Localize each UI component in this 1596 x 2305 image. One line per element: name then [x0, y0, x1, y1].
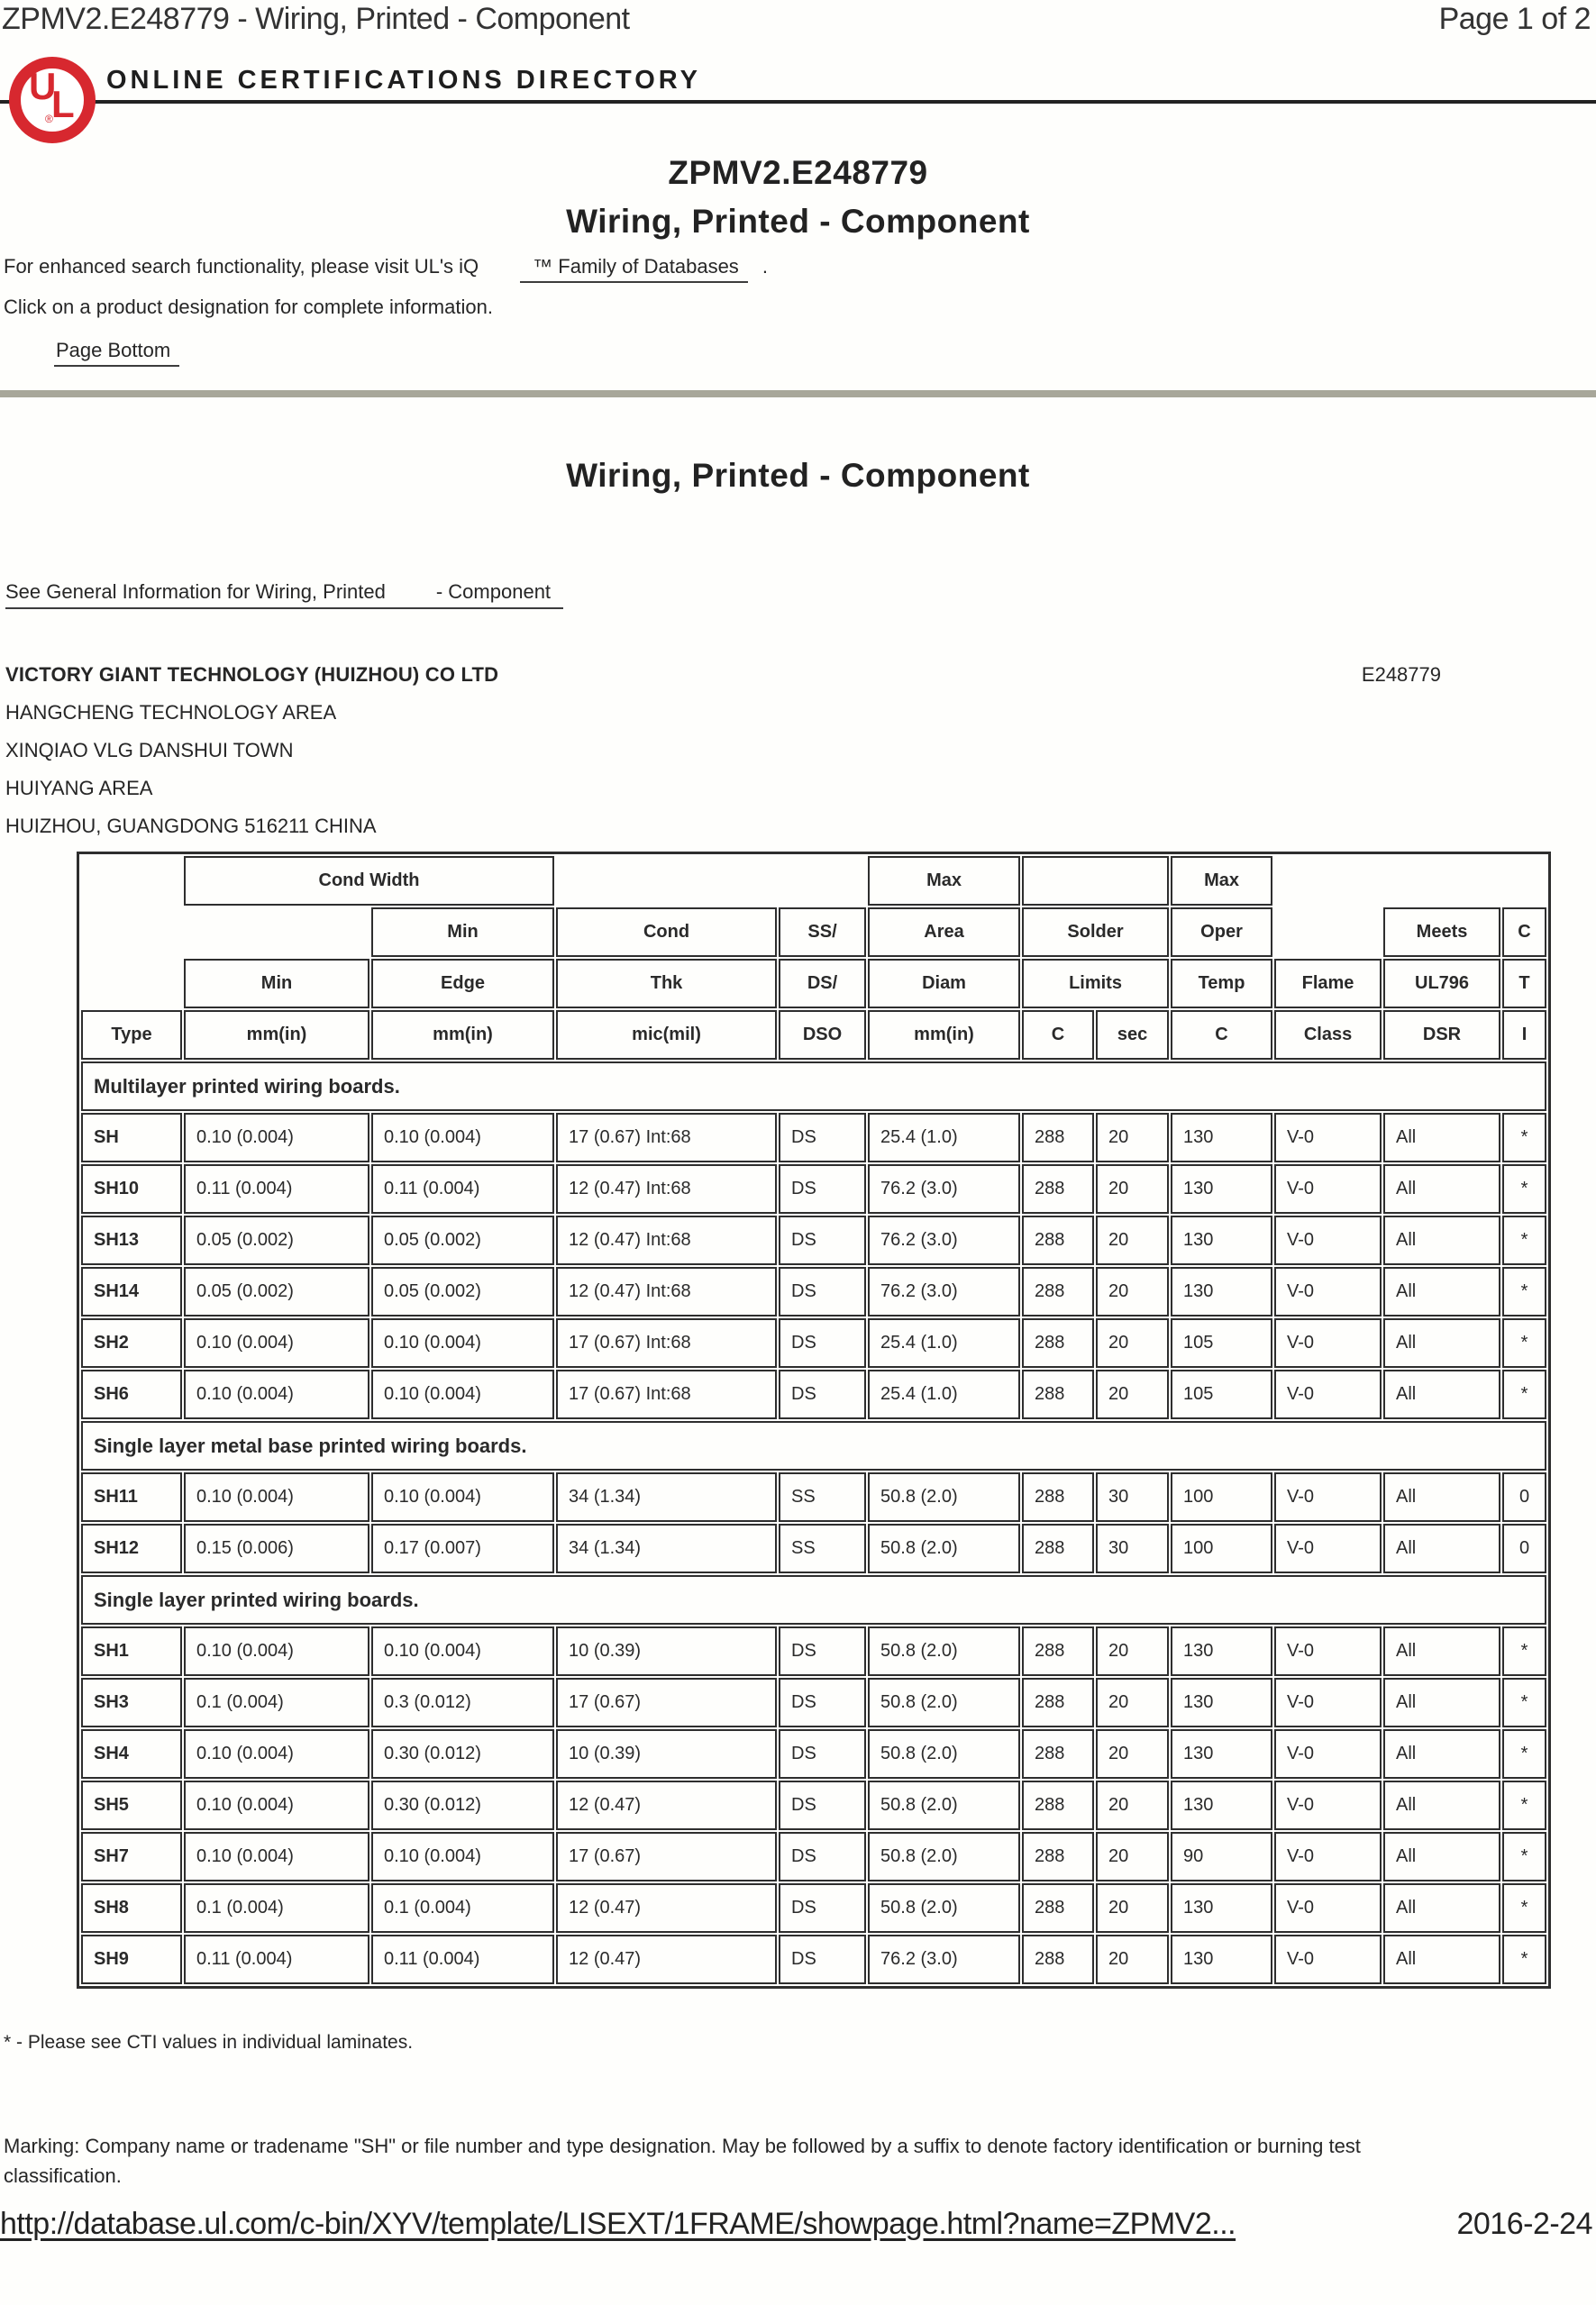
- table-cell: V-0: [1274, 1164, 1382, 1214]
- table-cell: 76.2 (3.0): [868, 1935, 1020, 1984]
- product-designation-link[interactable]: SH1: [81, 1626, 182, 1676]
- print-header: [0, 0, 1596, 37]
- table-cell: 288: [1022, 1524, 1094, 1573]
- table-cell: 0.1 (0.004): [184, 1883, 369, 1933]
- family-of-databases-link[interactable]: ™ Family of Databases: [520, 255, 748, 283]
- table-cell: 50.8 (2.0): [868, 1472, 1020, 1522]
- table-cell: All: [1383, 1935, 1500, 1984]
- table-cell: DS: [779, 1267, 866, 1316]
- table-cell: V-0: [1274, 1832, 1382, 1881]
- table-cell: 0.05 (0.002): [184, 1216, 369, 1265]
- column-header: C: [1502, 907, 1546, 957]
- table-cell: 17 (0.67) Int:68: [556, 1113, 777, 1162]
- table-cell: All: [1383, 1164, 1500, 1214]
- table-cell: DS: [779, 1781, 866, 1830]
- column-header: Temp: [1171, 959, 1272, 1008]
- column-header: T: [1502, 959, 1546, 1008]
- table-cell: 0: [1502, 1472, 1546, 1522]
- table-cell: DS: [779, 1935, 866, 1984]
- print-header-title: ZPMV2.E248779 - Wiring, Printed - Component: [2, 2, 630, 36]
- table-cell: DS: [779, 1678, 866, 1727]
- table-section-row: [81, 1061, 1546, 1111]
- column-header: C: [1022, 1010, 1094, 1060]
- table-cell: 12 (0.47): [556, 1781, 777, 1830]
- table-cell: 288: [1022, 1267, 1094, 1316]
- column-header: I: [1502, 1010, 1546, 1060]
- table-cell: 288: [1022, 1832, 1094, 1881]
- section-label: Single layer metal base printed wiring boards.: [81, 1421, 1546, 1471]
- table-cell: *: [1502, 1678, 1546, 1727]
- table-cell: 17 (0.67) Int:68: [556, 1370, 777, 1419]
- table-row: [81, 1267, 1546, 1316]
- table-cell: V-0: [1274, 1113, 1382, 1162]
- table-cell: 288: [1022, 1678, 1094, 1727]
- table-cell: V-0: [1274, 1729, 1382, 1779]
- table-cell: 17 (0.67): [556, 1832, 777, 1881]
- column-header: Limits: [1022, 959, 1169, 1008]
- address-line: XINQIAO VLG DANSHUI TOWN: [5, 739, 294, 761]
- page-bottom-link[interactable]: Page Bottom: [54, 339, 179, 367]
- table-cell: 10 (0.39): [556, 1626, 777, 1676]
- table-cell: V-0: [1274, 1472, 1382, 1522]
- ul-logo-icon: [9, 57, 96, 143]
- column-header: sec: [1096, 1010, 1169, 1060]
- table-cell: 20: [1096, 1781, 1169, 1830]
- table-cell: 130: [1171, 1781, 1272, 1830]
- product-designation-link[interactable]: SH8: [81, 1883, 182, 1933]
- table-cell: *: [1502, 1626, 1546, 1676]
- general-information-link[interactable]: [5, 580, 563, 609]
- general-info-row: [5, 580, 1596, 609]
- table-cell: 100: [1171, 1524, 1272, 1573]
- column-header: DS/: [779, 959, 866, 1008]
- table-row: [81, 1935, 1546, 1984]
- section-divider: [0, 390, 1596, 397]
- table-cell: All: [1383, 1883, 1500, 1933]
- table-cell: 0.30 (0.012): [371, 1781, 554, 1830]
- column-header: mm(in): [184, 1010, 369, 1060]
- table-cell: 20: [1096, 1164, 1169, 1214]
- table-cell: 288: [1022, 1370, 1094, 1419]
- table-cell: *: [1502, 1216, 1546, 1265]
- table-cell: 76.2 (3.0): [868, 1267, 1020, 1316]
- address-line: HUIYANG AREA: [5, 777, 153, 799]
- table-cell: 20: [1096, 1318, 1169, 1368]
- table-cell: 0.10 (0.004): [184, 1318, 369, 1368]
- table-cell: 20: [1096, 1216, 1169, 1265]
- table-cell: 50.8 (2.0): [868, 1781, 1020, 1830]
- table-cell: 0.10 (0.004): [371, 1318, 554, 1368]
- table-row: [81, 1781, 1546, 1830]
- table-cell: 0.11 (0.004): [184, 1935, 369, 1984]
- table-row: [81, 1524, 1546, 1573]
- address-line: HANGCHENG TECHNOLOGY AREA: [5, 701, 337, 724]
- table-cell: 0.10 (0.004): [184, 1832, 369, 1881]
- table-cell: 0.1 (0.004): [184, 1678, 369, 1727]
- table-cell: 130: [1171, 1626, 1272, 1676]
- table-cell: All: [1383, 1781, 1500, 1830]
- table-header-row: [81, 907, 1546, 957]
- table-cell: V-0: [1274, 1626, 1382, 1676]
- table-cell: 0.10 (0.004): [371, 1113, 554, 1162]
- table-cell: 50.8 (2.0): [868, 1883, 1020, 1933]
- table-cell: 30: [1096, 1524, 1169, 1573]
- table-cell: V-0: [1274, 1318, 1382, 1368]
- table-cell: V-0: [1274, 1267, 1382, 1316]
- table-cell: All: [1383, 1524, 1500, 1573]
- column-header: Solder: [1022, 907, 1169, 957]
- column-header-spacer: [1274, 907, 1382, 957]
- table-cell: DS: [779, 1626, 866, 1676]
- table-cell: 12 (0.47): [556, 1935, 777, 1984]
- table-row: [81, 1678, 1546, 1727]
- column-header: C: [1171, 1010, 1272, 1060]
- column-header: Min: [371, 907, 554, 957]
- product-designation-link[interactable]: SH: [81, 1113, 182, 1162]
- intro-period: .: [762, 255, 768, 278]
- column-header-spacer: [81, 907, 369, 957]
- section-label: Multilayer printed wiring boards.: [81, 1061, 1546, 1111]
- column-header: Diam: [868, 959, 1020, 1008]
- file-number: E248779: [1361, 663, 1441, 686]
- table-cell: 50.8 (2.0): [868, 1626, 1020, 1676]
- table-cell: 0.17 (0.007): [371, 1524, 554, 1573]
- column-header: Max: [1171, 856, 1272, 906]
- table-cell: DS: [779, 1729, 866, 1779]
- table-cell: SS: [779, 1524, 866, 1573]
- table-cell: 34 (1.34): [556, 1472, 777, 1522]
- table-cell: 0.30 (0.012): [371, 1729, 554, 1779]
- page-bottom-row: [54, 339, 1596, 367]
- column-header: Cond: [556, 907, 777, 957]
- general-information-link-text: See General Information for Wiring, Printed: [5, 580, 386, 603]
- column-header: mm(in): [868, 1010, 1020, 1060]
- column-header: DSO: [779, 1010, 866, 1060]
- table-cell: *: [1502, 1164, 1546, 1214]
- table-cell: 25.4 (1.0): [868, 1113, 1020, 1162]
- table-cell: DS: [779, 1370, 866, 1419]
- table-cell: 50.8 (2.0): [868, 1678, 1020, 1727]
- table-row: [81, 1626, 1546, 1676]
- table-header-row: [81, 959, 1546, 1008]
- table-cell: SS: [779, 1472, 866, 1522]
- table-cell: All: [1383, 1626, 1500, 1676]
- product-designation-link[interactable]: SH2: [81, 1318, 182, 1368]
- table-cell: *: [1502, 1267, 1546, 1316]
- table-cell: All: [1383, 1472, 1500, 1522]
- table-cell: 288: [1022, 1626, 1094, 1676]
- table-cell: 0.10 (0.004): [184, 1626, 369, 1676]
- table-cell: 12 (0.47): [556, 1883, 777, 1933]
- table-cell: 0.10 (0.004): [371, 1472, 554, 1522]
- category-heading: Wiring, Printed - Component: [566, 203, 1030, 240]
- table-cell: DS: [779, 1113, 866, 1162]
- table-cell: 0.05 (0.002): [371, 1216, 554, 1265]
- table-cell: 50.8 (2.0): [868, 1524, 1020, 1573]
- table-cell: 105: [1171, 1318, 1272, 1368]
- column-header: Meets: [1383, 907, 1500, 957]
- table-row: [81, 1216, 1546, 1265]
- column-header: Min: [184, 959, 369, 1008]
- directory-title: ONLINE CERTIFICATIONS DIRECTORY: [106, 66, 701, 95]
- ul-logo-letter-u: U: [29, 65, 57, 107]
- table-cell: All: [1383, 1113, 1500, 1162]
- table-row: [81, 1729, 1546, 1779]
- table-cell: 76.2 (3.0): [868, 1164, 1020, 1214]
- table-cell: 10 (0.39): [556, 1729, 777, 1779]
- table-header-row: [81, 1010, 1546, 1060]
- column-header: Thk: [556, 959, 777, 1008]
- table-cell: 90: [1171, 1832, 1272, 1881]
- column-header: UL796: [1383, 959, 1500, 1008]
- marking-note: Marking: Company name or tradename "SH" or file number and type designation. May be followed by a suffix to denote factory identification or burning test classification.: [4, 2135, 1361, 2187]
- table-cell: 20: [1096, 1883, 1169, 1933]
- company-name: VICTORY GIANT TECHNOLOGY (HUIZHOU) CO LTD: [5, 663, 499, 686]
- table-cell: V-0: [1274, 1678, 1382, 1727]
- table-cell: 50.8 (2.0): [868, 1729, 1020, 1779]
- table-cell: 130: [1171, 1267, 1272, 1316]
- click-instruction: Click on a product designation for complete information.: [4, 296, 493, 318]
- table-cell: 130: [1171, 1216, 1272, 1265]
- general-information-link-suffix: - Component: [435, 580, 552, 603]
- table-cell: 17 (0.67) Int:68: [556, 1318, 777, 1368]
- footer-url: http://database.ul.com/c-bin/XYV/template/LISEXT/1FRAME/showpage.html?name=ZPMV2...: [0, 2207, 1236, 2241]
- table-cell: 0.10 (0.004): [371, 1370, 554, 1419]
- product-designation-link[interactable]: SH3: [81, 1678, 182, 1727]
- table-cell: 34 (1.34): [556, 1524, 777, 1573]
- table-cell: 20: [1096, 1626, 1169, 1676]
- table-cell: 100: [1171, 1472, 1272, 1522]
- registered-trademark-icon: ®: [45, 113, 53, 125]
- column-header: mic(mil): [556, 1010, 777, 1060]
- table-cell: 0.10 (0.004): [371, 1626, 554, 1676]
- table-cell: 0.3 (0.012): [371, 1678, 554, 1727]
- table-cell: 12 (0.47) Int:68: [556, 1216, 777, 1265]
- table-cell: 20: [1096, 1267, 1169, 1316]
- column-header: SS/: [779, 907, 866, 957]
- table-cell: 20: [1096, 1832, 1169, 1881]
- table-cell: 288: [1022, 1472, 1094, 1522]
- table-cell: 288: [1022, 1935, 1094, 1984]
- table-cell: V-0: [1274, 1524, 1382, 1573]
- table-cell: 288: [1022, 1216, 1094, 1265]
- table-cell: V-0: [1274, 1216, 1382, 1265]
- product-designation-link[interactable]: SH5: [81, 1781, 182, 1830]
- masthead: [0, 57, 1596, 147]
- table-cell: *: [1502, 1832, 1546, 1881]
- table-cell: 30: [1096, 1472, 1169, 1522]
- certification-number-heading: ZPMV2.E248779: [668, 154, 928, 191]
- table-cell: 130: [1171, 1113, 1272, 1162]
- company-row: [0, 663, 1596, 687]
- product-designation-link[interactable]: SH10: [81, 1164, 182, 1214]
- table-cell: 288: [1022, 1164, 1094, 1214]
- column-header: Area: [868, 907, 1020, 957]
- table-cell: All: [1383, 1678, 1500, 1727]
- table-row: [81, 1883, 1546, 1933]
- table-cell: *: [1502, 1318, 1546, 1368]
- masthead-rule: [0, 100, 1596, 104]
- table-cell: 288: [1022, 1318, 1094, 1368]
- print-footer: [0, 2207, 1596, 2242]
- table-cell: 20: [1096, 1678, 1169, 1727]
- table-cell: 0.10 (0.004): [184, 1472, 369, 1522]
- table-cell: All: [1383, 1318, 1500, 1368]
- table-cell: DS: [779, 1318, 866, 1368]
- table-cell: 12 (0.47) Int:68: [556, 1164, 777, 1214]
- table-cell: 0.11 (0.004): [371, 1164, 554, 1214]
- table-cell: 105: [1171, 1370, 1272, 1419]
- column-header-spacer: [1022, 856, 1169, 906]
- section-heading: Wiring, Printed - Component: [566, 457, 1030, 494]
- table-cell: 288: [1022, 1781, 1094, 1830]
- table-row: [81, 1113, 1546, 1162]
- table-row: [81, 1370, 1546, 1419]
- column-header: Cond Width: [184, 856, 554, 906]
- column-header: Flame: [1274, 959, 1382, 1008]
- table-cell: 0.10 (0.004): [184, 1781, 369, 1830]
- table-cell: All: [1383, 1729, 1500, 1779]
- table-cell: 0.10 (0.004): [184, 1370, 369, 1419]
- ul-logo-letter-l: L: [51, 83, 75, 125]
- table-cell: 20: [1096, 1935, 1169, 1984]
- table-cell: 130: [1171, 1164, 1272, 1214]
- table-cell: All: [1383, 1216, 1500, 1265]
- table-cell: 130: [1171, 1729, 1272, 1779]
- table-cell: 20: [1096, 1729, 1169, 1779]
- table-row: [81, 1832, 1546, 1881]
- table-cell: *: [1502, 1935, 1546, 1984]
- table-cell: All: [1383, 1370, 1500, 1419]
- column-header-spacer: [81, 856, 182, 906]
- table-cell: 0.10 (0.004): [184, 1729, 369, 1779]
- table-cell: 130: [1171, 1935, 1272, 1984]
- column-header: Type: [81, 1010, 182, 1060]
- table-cell: 130: [1171, 1883, 1272, 1933]
- cti-footnote: * - Please see CTI values in individual laminates.: [4, 2032, 414, 2053]
- table-cell: All: [1383, 1832, 1500, 1881]
- table-cell: 25.4 (1.0): [868, 1370, 1020, 1419]
- table-cell: DS: [779, 1832, 866, 1881]
- table-cell: DS: [779, 1883, 866, 1933]
- table-row: [81, 1164, 1546, 1214]
- product-designation-link[interactable]: SH14: [81, 1267, 182, 1316]
- column-header: Edge: [371, 959, 554, 1008]
- table-cell: *: [1502, 1781, 1546, 1830]
- table-cell: *: [1502, 1729, 1546, 1779]
- table-cell: *: [1502, 1883, 1546, 1933]
- table-cell: V-0: [1274, 1883, 1382, 1933]
- table-cell: 20: [1096, 1370, 1169, 1419]
- company-address: [5, 701, 1596, 838]
- table-cell: V-0: [1274, 1935, 1382, 1984]
- table-cell: 0.05 (0.002): [184, 1267, 369, 1316]
- intro-line: [4, 255, 1596, 283]
- intro-text: For enhanced search functionality, please visit UL's iQ: [4, 255, 479, 278]
- table-cell: 288: [1022, 1883, 1094, 1933]
- product-designation-link[interactable]: SH7: [81, 1832, 182, 1881]
- table-cell: 25.4 (1.0): [868, 1318, 1020, 1368]
- table-header-row: [81, 856, 1546, 906]
- table-cell: 0.11 (0.004): [371, 1935, 554, 1984]
- table-cell: 288: [1022, 1113, 1094, 1162]
- product-designation-link[interactable]: SH6: [81, 1370, 182, 1419]
- table-cell: 0.11 (0.004): [184, 1164, 369, 1214]
- column-header-spacer: [1274, 856, 1546, 906]
- table-cell: 50.8 (2.0): [868, 1832, 1020, 1881]
- table-cell: 0.15 (0.006): [184, 1524, 369, 1573]
- product-designation-link[interactable]: SH11: [81, 1472, 182, 1522]
- address-line: HUIZHOU, GUANGDONG 516211 CHINA: [5, 815, 377, 837]
- table-cell: 12 (0.47) Int:68: [556, 1267, 777, 1316]
- table-cell: 0.05 (0.002): [371, 1267, 554, 1316]
- column-header: Oper: [1171, 907, 1272, 957]
- table-cell: DS: [779, 1164, 866, 1214]
- footer-date: 2016-2-24: [1456, 2207, 1592, 2241]
- product-table: [77, 852, 1551, 1989]
- table-cell: V-0: [1274, 1370, 1382, 1419]
- product-designation-link[interactable]: SH13: [81, 1216, 182, 1265]
- product-designation-link[interactable]: SH4: [81, 1729, 182, 1779]
- column-header: Class: [1274, 1010, 1382, 1060]
- column-header: DSR: [1383, 1010, 1500, 1060]
- table-cell: *: [1502, 1113, 1546, 1162]
- table-cell: 288: [1022, 1729, 1094, 1779]
- table-cell: DS: [779, 1216, 866, 1265]
- table-cell: 0.10 (0.004): [371, 1832, 554, 1881]
- table-cell: All: [1383, 1267, 1500, 1316]
- table-cell: V-0: [1274, 1781, 1382, 1830]
- table-cell: 17 (0.67): [556, 1678, 777, 1727]
- table-cell: 0.1 (0.004): [371, 1883, 554, 1933]
- table-section-row: [81, 1421, 1546, 1471]
- section-label: Single layer printed wiring boards.: [81, 1575, 1546, 1625]
- table-cell: 0.10 (0.004): [184, 1113, 369, 1162]
- column-header: mm(in): [371, 1010, 554, 1060]
- product-designation-link[interactable]: SH12: [81, 1524, 182, 1573]
- table-cell: 0: [1502, 1524, 1546, 1573]
- print-header-page-number: Page 1 of 2: [1438, 2, 1591, 36]
- table-row: [81, 1472, 1546, 1522]
- column-header-spacer: [556, 856, 866, 906]
- table-cell: 130: [1171, 1678, 1272, 1727]
- table-section-row: [81, 1575, 1546, 1625]
- column-header: Max: [868, 856, 1020, 906]
- column-header-spacer: [81, 959, 182, 1008]
- table-row: [81, 1318, 1546, 1368]
- product-designation-link[interactable]: SH9: [81, 1935, 182, 1984]
- table-cell: 76.2 (3.0): [868, 1216, 1020, 1265]
- table-cell: 20: [1096, 1113, 1169, 1162]
- table-cell: *: [1502, 1370, 1546, 1419]
